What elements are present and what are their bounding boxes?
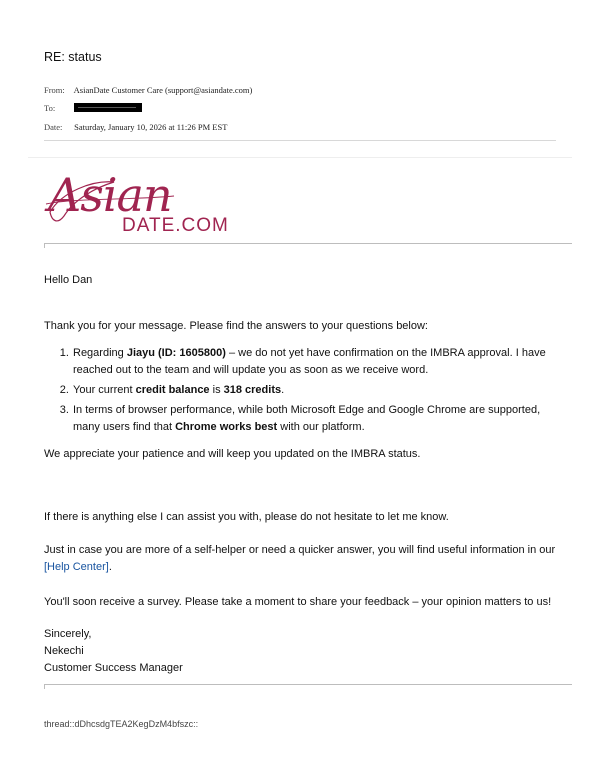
from-row [44, 85, 252, 95]
item-bold: Jiayu (ID: 1605800) [126, 347, 226, 359]
date-value: Saturday, January 10, 2026 at 11:26 PM EST [74, 122, 228, 132]
greeting: Hello Dan [44, 274, 93, 286]
help-text-end: . [108, 561, 112, 573]
answers-list [44, 345, 564, 439]
to-label: To: [44, 103, 56, 113]
assist-paragraph: If there is anything else I can assist you with, please do not hesitate to let me know. [44, 511, 449, 523]
item-text: is [209, 384, 224, 396]
help-text: Just in case you are more of a self-helper or need a quicker answer, you will find useful information in our [44, 544, 556, 556]
email-subject: RE: status [44, 50, 102, 64]
thread-id: thread::dDhcsdgTEA2KegDzM4bfszc:: [44, 719, 199, 729]
logo-rule [44, 243, 572, 248]
item-text: – we do not yet have confirmation on the IMBRA approval. I have reached out to the team and will update you as soon as we receive word. [73, 347, 546, 376]
item-bold: credit balance [135, 384, 210, 396]
intro-paragraph: Thank you for your message. Please find the answers to your questions below: [44, 320, 428, 332]
header-divider [44, 140, 556, 141]
list-item [72, 402, 564, 436]
date-row [44, 122, 227, 132]
help-center-link[interactable]: [Help Center] [44, 561, 109, 573]
item-text: . [281, 384, 285, 396]
logo-script-text: Asian [48, 168, 172, 222]
list-item [72, 382, 564, 399]
signature-block [44, 626, 183, 677]
closing: Sincerely, [44, 628, 92, 640]
date-label: Date: [44, 122, 63, 132]
survey-paragraph: You'll soon receive a survey. Please take a moment to share your feedback – your opinion matters to us! [44, 596, 552, 608]
appreciate-paragraph: We appreciate your patience and will keep you updated on the IMBRA status. [44, 448, 421, 460]
signer-title: Customer Success Manager [44, 662, 183, 674]
item-bold: 318 credits [223, 384, 282, 396]
item-text: Regarding [73, 347, 127, 359]
from-label: From: [44, 85, 65, 95]
signature-rule [44, 684, 572, 689]
list-item [72, 345, 564, 379]
item-bold: Chrome works best [175, 421, 278, 433]
to-row [44, 103, 142, 113]
item-text: with our platform. [277, 421, 365, 433]
page-divider [28, 157, 572, 158]
logo-suffix-text: DATE.COM [122, 215, 229, 236]
help-paragraph [44, 542, 572, 576]
signer-name: Nekechi [44, 645, 84, 657]
redacted-recipient [74, 103, 142, 112]
asiandate-logo [44, 168, 304, 242]
item-text: In terms of browser performance, while both Microsoft Edge and Google Chrome are supported, many users find that [73, 404, 541, 433]
from-value: AsianDate Customer Care (support@asiandate.com) [73, 85, 253, 95]
item-text: Your current [73, 384, 136, 396]
